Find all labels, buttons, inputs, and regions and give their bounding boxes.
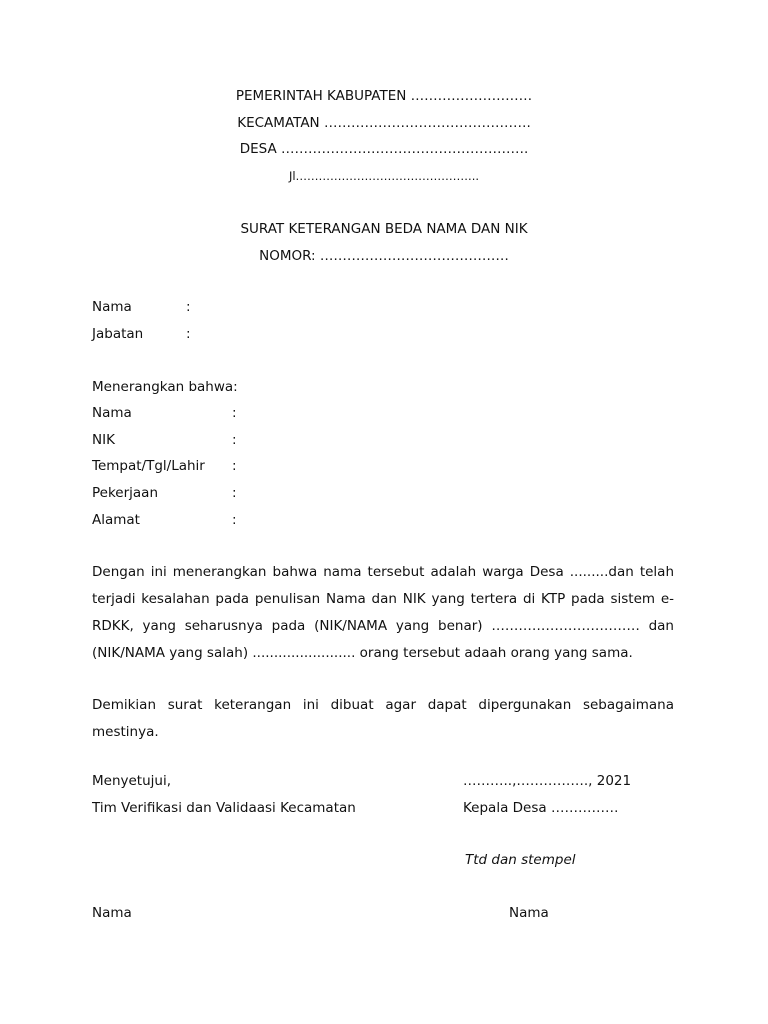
statement-paragraph xyxy=(92,559,674,667)
signature-stamp-note: Ttd dan stempel xyxy=(465,852,576,868)
left-signatory-role: Tim Verifikasi dan Validaasi Kecamatan xyxy=(92,800,356,816)
paragraph1-line3: RDKK, yang seharusnya pada (NIK/NAMA yang benar) …………………………… dan xyxy=(92,618,674,634)
person-birth-colon: : xyxy=(232,458,237,474)
approve-label: Menyetujui, xyxy=(92,773,172,789)
person-nik-label: NIK xyxy=(92,432,115,448)
paragraph2-line1: Demikian surat keterangan ini dibuat agar dapat dipergunakan sebagaimana xyxy=(92,697,674,713)
closing-paragraph xyxy=(92,692,674,746)
person-name-label: Nama xyxy=(92,405,132,421)
right-signatory-name: Nama xyxy=(509,905,549,921)
person-address-label: Alamat xyxy=(92,512,140,528)
paragraph1-line2: terjadi kesalahan pada penulisan Nama dan NIK yang tertera di KTP pada sistem e- xyxy=(92,591,674,607)
person-nik-colon: : xyxy=(232,432,237,448)
paragraph1-line1: Dengan ini menerangkan bahwa nama tersebut adalah warga Desa .........dan telah xyxy=(92,564,674,580)
header-regency: PEMERINTAH KABUPATEN ……………………… xyxy=(235,88,533,104)
header-address: Jl………………………………………... xyxy=(288,169,480,183)
official-name-colon: : xyxy=(186,299,191,315)
person-address-colon: : xyxy=(232,512,237,528)
header-district: KECAMATAN ………………………………………. xyxy=(237,115,531,131)
official-name-label: Nama xyxy=(92,299,132,315)
official-position-label: Jabatan xyxy=(92,326,144,342)
left-signatory-name: Nama xyxy=(92,905,132,921)
paragraph1-line4: (NIK/NAMA yang salah) ........................ orang tersebut adaah orang yang sama. xyxy=(92,645,633,661)
person-job-label: Pekerjaan xyxy=(92,485,159,501)
right-signatory-role: Kepala Desa …………… xyxy=(463,800,619,816)
statement-intro: Menerangkan bahwa: xyxy=(92,379,238,395)
official-position-colon: : xyxy=(186,326,191,342)
person-birth-label: Tempat/Tgl/Lahir xyxy=(92,458,205,474)
document-number: NOMOR: …………………………………… xyxy=(259,248,509,264)
place-date: ………..,……………., 2021 xyxy=(463,773,632,789)
person-name-colon: : xyxy=(232,405,237,421)
document-title: SURAT KETERANGAN BEDA NAMA DAN NIK xyxy=(240,221,528,237)
person-job-colon: : xyxy=(232,485,237,501)
header-village: DESA ………………………………………………. xyxy=(239,141,529,157)
paragraph2-line2: mestinya. xyxy=(92,724,159,740)
